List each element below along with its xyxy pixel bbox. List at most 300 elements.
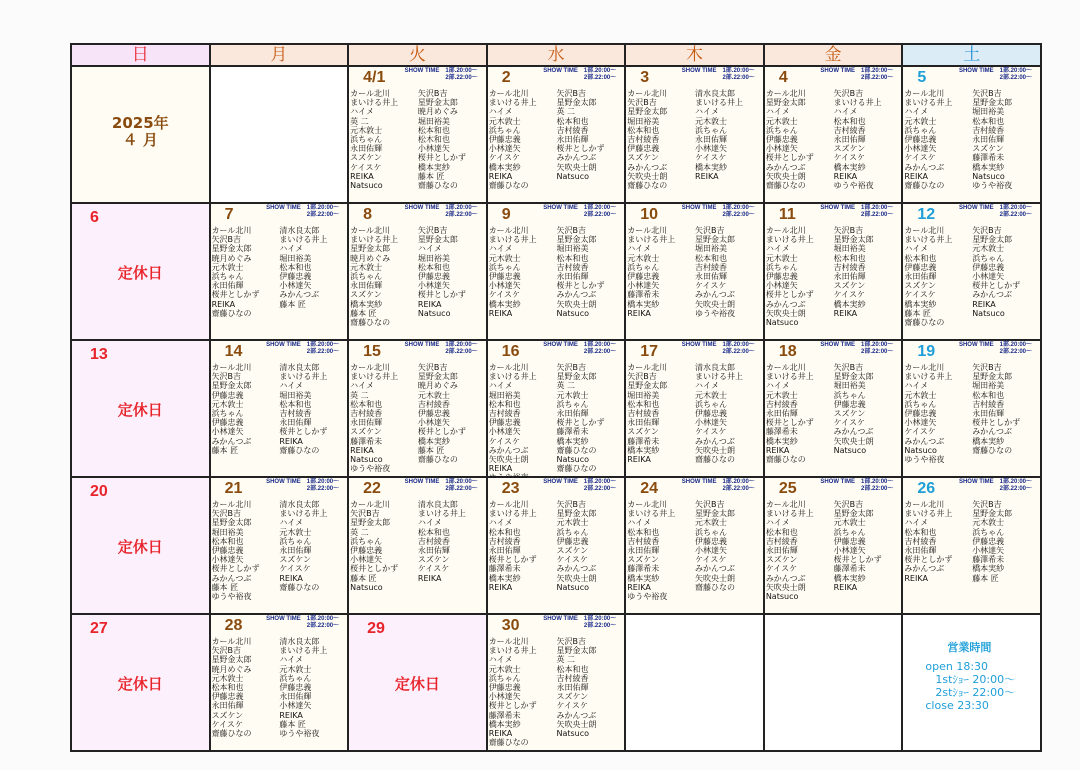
show-time-second: 2部.22:00～ — [583, 212, 617, 218]
cast-name: まいける井上 — [279, 646, 328, 656]
cast-list — [766, 89, 901, 190]
cast-name: ゆうや裕夜 — [904, 455, 945, 465]
cast-name: 藤本 匠 — [350, 308, 377, 318]
cast-name: ケイスケ — [833, 290, 865, 300]
cast-name: みかんつぶ — [695, 436, 735, 446]
cast-name: まいける井上 — [488, 98, 537, 108]
day-number: 5 — [917, 69, 927, 86]
cast-list — [627, 363, 762, 464]
cast-name: 浜ちゃん — [488, 673, 521, 683]
cast-name: ハイメ — [417, 518, 442, 528]
cast-list — [489, 500, 624, 592]
cast-name: 元木敦士 — [211, 262, 244, 272]
cast-name: 星野金太郎 — [556, 98, 597, 108]
show-time-second: 2部.22:00～ — [445, 75, 478, 81]
cast-name: 桜井としかず — [417, 153, 466, 163]
cast-name: ケイスケ — [695, 281, 727, 291]
cast-name: 齋藤ひなの — [627, 181, 668, 191]
cast-name: 吉村綾香 — [833, 125, 866, 135]
cast-name: ケイスケ — [765, 564, 798, 574]
cast-name: 星野金太郎 — [556, 235, 597, 245]
weekday-tue: 火 — [348, 44, 487, 66]
cast-name: 松本和也 — [417, 527, 450, 537]
show-time-line — [266, 205, 339, 212]
cast-name: 桜井としかず — [417, 427, 466, 437]
cast-list — [212, 226, 347, 318]
cast-name: 伊藤忠義 — [488, 272, 521, 282]
cast-name: ケイスケ — [556, 555, 588, 565]
cast-name: Natsuco — [350, 181, 383, 191]
cast-name: 小林達矢 — [488, 144, 521, 154]
show-time-first: 1部.20:00～ — [583, 342, 617, 348]
week-row — [71, 340, 1041, 477]
show-time-second: 2部.22:00～ — [445, 349, 478, 355]
cast-name: 松本和也 — [211, 536, 244, 546]
cast-name: 浜ちゃん — [350, 135, 383, 145]
show-time-label: SHOW TIME — [404, 205, 440, 211]
cast-name: 英 二 — [556, 655, 576, 665]
show-time-first: 1部.20:00～ — [999, 342, 1032, 348]
cast-name: 伊藤忠義 — [211, 692, 244, 702]
cast-name: 藤澤希未 — [765, 427, 798, 437]
show-time-second: 2部.22:00～ — [583, 75, 617, 81]
show-time-label: SHOW TIME — [820, 479, 856, 485]
cast-name: 齋藤ひなの — [350, 318, 391, 328]
show-time-second: 2部.22:00～ — [999, 75, 1032, 81]
cast-name: 松本和也 — [972, 390, 1005, 400]
cast-name: 永田佑輝 — [211, 281, 244, 291]
cast-name: 矢吹央士朗 — [833, 436, 874, 446]
cast-name: ゆうや裕夜 — [211, 592, 252, 602]
cast-name: 小林達矢 — [211, 427, 244, 437]
cast-list — [350, 363, 485, 473]
show-time-label: SHOW TIME — [404, 479, 440, 485]
show-time-second: 2部.22:00～ — [583, 486, 617, 492]
cast-name: 藤澤希未 — [556, 427, 589, 437]
cast-name: 松本和也 — [556, 253, 589, 263]
cast-name: ケイスケ — [488, 290, 521, 300]
cast-name: 橋本実紗 — [833, 162, 866, 172]
cast-name: 小林達矢 — [350, 555, 383, 565]
cast-name: 齋藤ひなの — [417, 455, 458, 465]
cast-name: ケイスケ — [556, 701, 588, 711]
cast-name: 橋本実紗 — [488, 719, 521, 729]
show-time-label: SHOW TIME — [958, 68, 994, 74]
show-time-info — [682, 68, 755, 82]
day-number: 10 — [640, 206, 659, 223]
cast-name: まいける井上 — [488, 372, 537, 382]
cast-name: 永田佑輝 — [556, 272, 589, 282]
cast-name: 星野金太郎 — [556, 509, 597, 519]
cast-name: ハイメ — [765, 107, 790, 117]
cast-name: スズケン — [972, 144, 1004, 154]
show-time-first: 1部.20:00～ — [861, 68, 894, 74]
cast-name: スズケン — [350, 290, 382, 300]
cast-name: 矢沢B吉 — [627, 98, 657, 108]
cast-list — [350, 89, 485, 190]
cast-name: 吉村綾香 — [695, 262, 728, 272]
day-cell — [348, 66, 487, 203]
cast-name: みかんつぶ — [627, 162, 668, 172]
cast-name: 小林達矢 — [417, 418, 450, 428]
cast-name: 浜ちゃん — [833, 390, 866, 400]
cast-name: 元木敦士 — [211, 399, 244, 409]
cast-name: 齋藤ひなの — [972, 445, 1013, 455]
cast-name: まいける井上 — [279, 372, 328, 382]
day-cell — [902, 203, 1041, 340]
cast-name: ゆうや裕夜 — [279, 729, 320, 739]
day-cell — [210, 203, 349, 340]
cast-name: 堀田裕美 — [279, 390, 312, 400]
cast-name: REIKA — [488, 171, 513, 181]
cast-name: REIKA — [279, 710, 303, 720]
cast-name: ハイメ — [350, 381, 375, 391]
cast-name: ゆうや裕夜 — [972, 181, 1013, 191]
cast-name: 浜ちゃん — [350, 536, 383, 546]
cast-name: 橋本実紗 — [488, 573, 521, 583]
cast-name: 桜井としかず — [556, 418, 605, 428]
cast-name: スズケン — [833, 281, 866, 291]
show-time-second: 2部.22:00～ — [861, 486, 894, 492]
cast-name: カール北川 — [211, 637, 252, 646]
cast-name: まいける井上 — [695, 98, 744, 108]
week-row — [71, 203, 1041, 340]
show-time-line — [959, 68, 1032, 75]
cast-name: 小林達矢 — [488, 692, 521, 702]
show-time-line — [959, 479, 1032, 486]
show-time-label: SHOW TIME — [543, 342, 578, 348]
cast-name: 吉村綾香 — [488, 409, 521, 419]
cast-name: 齋藤ひなの — [417, 181, 458, 191]
cast-name: 堀田裕美 — [211, 527, 244, 537]
day-cell — [71, 340, 210, 477]
cast-name: 矢沢B吉 — [972, 89, 1002, 98]
cast-name: REIKA — [833, 171, 858, 181]
cast-name: まいける井上 — [279, 235, 328, 245]
day-cell — [71, 203, 210, 340]
cast-name: 桜井としかず — [972, 281, 1021, 291]
cast-name: 吉村綾香 — [972, 125, 1005, 135]
year-month-label: 2025年 ４ 月 — [111, 114, 169, 149]
cast-name: 浜ちゃん — [279, 673, 312, 683]
cast-name: ハイメ — [904, 518, 929, 528]
cast-name: カール北川 — [765, 363, 806, 372]
cast-name: 元木敦士 — [695, 116, 728, 126]
cast-name: 星野金太郎 — [211, 518, 252, 528]
cast-name: 伊藤忠義 — [904, 262, 937, 272]
cast-name: 浜ちゃん — [695, 527, 728, 537]
cast-name: ハイメ — [695, 381, 719, 391]
cast-name: 伊藤忠義 — [765, 272, 798, 282]
cast-name: 松本和也 — [279, 399, 312, 409]
cast-name: 吉村綾香 — [833, 262, 866, 272]
cast-name: 英 二 — [556, 381, 576, 391]
cast-name: 松本和也 — [972, 116, 1005, 126]
show-time-label: SHOW TIME — [404, 68, 440, 74]
day-number: 29 — [367, 620, 385, 637]
cast-name: REIKA — [833, 582, 858, 592]
show-time-second: 2部.22:00～ — [445, 212, 478, 218]
cast-name: 英 二 — [350, 390, 369, 400]
day-number: 18 — [778, 343, 797, 360]
weekday-thu: 木 — [625, 44, 764, 66]
cast-name: まいける井上 — [350, 98, 399, 108]
show-time-second: 2部.22:00～ — [861, 75, 894, 81]
show-time-second: 2部.22:00～ — [306, 486, 340, 492]
show-time-first: 1部.20:00～ — [722, 342, 755, 348]
cast-name: 矢吹央士朗 — [695, 445, 736, 455]
cast-name: REIKA — [350, 171, 374, 181]
cast-name: 橋本実紗 — [627, 445, 660, 455]
cast-name: みかんつぶ — [556, 710, 597, 720]
cast-name: 小林達矢 — [972, 272, 1005, 282]
cast-name: カール北川 — [350, 226, 390, 235]
cast-name: ハイメ — [904, 381, 929, 391]
cast-name: 矢沢B吉 — [417, 226, 448, 235]
closed-day-label: 定休日 — [394, 675, 440, 693]
cast-name: ハイメ — [279, 244, 304, 254]
cast-name: 伊藤忠義 — [211, 390, 244, 400]
day-number: 3 — [640, 69, 650, 86]
cast-name: 暁月めぐみ — [211, 253, 252, 263]
show-time-line — [820, 479, 893, 486]
cast-name: ハイメ — [279, 381, 304, 391]
show-time-label: SHOW TIME — [681, 205, 717, 211]
show-time-label: SHOW TIME — [266, 479, 301, 485]
cast-name: 吉村綾香 — [350, 409, 383, 419]
cast-name: ハイメ — [488, 244, 513, 254]
cast-name: 元木敦士 — [211, 673, 244, 683]
day-number: 16 — [501, 343, 520, 360]
cast-name: 松本和也 — [627, 527, 660, 537]
cast-name: 伊藤忠義 — [627, 272, 660, 282]
cast-name: 矢沢B吉 — [417, 363, 448, 372]
cast-name: 永田佑輝 — [904, 272, 937, 282]
day-number: 15 — [363, 343, 381, 360]
day-cell — [902, 477, 1041, 614]
day-number: 14 — [224, 343, 243, 360]
show-time-second: 2部.22:00～ — [861, 349, 894, 355]
cast-name: 永田佑輝 — [904, 546, 937, 556]
day-number: 27 — [90, 620, 108, 637]
day-cell — [764, 66, 903, 203]
day-number: 28 — [224, 617, 243, 634]
cast-name: カール北川 — [765, 500, 806, 509]
day-cell — [902, 66, 1041, 203]
show-time-info — [959, 68, 1032, 82]
cast-list — [627, 500, 762, 601]
cast-name: 永田佑輝 — [695, 272, 728, 282]
day-cell — [348, 340, 487, 477]
cast-name: 元木敦士 — [695, 390, 728, 400]
closed-day-label: 定休日 — [117, 538, 163, 556]
cast-name: 矢沢B吉 — [627, 372, 657, 382]
cast-name: 矢沢B吉 — [695, 226, 725, 235]
cast-name: 永田佑輝 — [279, 418, 312, 428]
cast-name: 桜井としかず — [972, 418, 1021, 428]
cast-name: 星野金太郎 — [417, 372, 458, 382]
cast-name: 小林達矢 — [488, 427, 521, 437]
cast-name: スズケン — [211, 710, 244, 720]
cast-list — [489, 226, 624, 318]
cast-name: 桜井としかず — [488, 701, 537, 711]
cast-name: 永田佑輝 — [488, 546, 521, 556]
cast-name: 元木敦士 — [350, 125, 383, 135]
show-time-label: SHOW TIME — [681, 342, 717, 348]
cast-name: 松本和也 — [488, 399, 521, 409]
cast-name: 小林達矢 — [695, 418, 728, 428]
show-time-first: 1部.20:00～ — [583, 479, 617, 485]
cast-name: 清水良太郎 — [279, 363, 320, 372]
show-time-first: 1部.20:00～ — [583, 205, 617, 211]
cast-name: REIKA — [417, 573, 442, 583]
cast-name: スズケン — [279, 555, 311, 565]
week-row — [71, 477, 1041, 614]
cast-name: 伊藤忠義 — [904, 409, 937, 419]
cast-name: 永田佑輝 — [556, 135, 589, 145]
closed-day-label: 定休日 — [117, 264, 163, 282]
cast-name: ハイメ — [488, 655, 513, 665]
cast-name: 橋本実紗 — [556, 436, 589, 446]
cast-name: 星野金太郎 — [417, 235, 458, 245]
day-cell — [625, 340, 764, 477]
cast-name: 浜ちゃん — [279, 536, 312, 546]
cast-name: カール北川 — [627, 89, 668, 98]
cast-name: REIKA — [627, 582, 651, 592]
cast-name: Natsuco — [904, 445, 937, 455]
cast-name: カール北川 — [488, 89, 529, 98]
show-time-first: 1部.20:00～ — [999, 479, 1032, 485]
cast-name: みかんつぶ — [695, 290, 735, 300]
cast-name: 元木敦士 — [279, 664, 312, 674]
cast-name: 星野金太郎 — [833, 372, 874, 382]
show-time-line — [959, 342, 1032, 349]
show-time-line — [543, 68, 616, 75]
cast-name: ケイスケ — [417, 564, 450, 574]
cast-name: 伊藤忠義 — [417, 272, 450, 282]
cast-name: 英 二 — [556, 107, 576, 117]
cast-name: 元木敦士 — [765, 253, 798, 263]
show-time-first: 1部.20:00～ — [722, 205, 755, 211]
cast-name: 星野金太郎 — [211, 244, 252, 254]
cast-name: 元木敦士 — [904, 390, 937, 400]
cast-name: 元木敦士 — [972, 244, 1005, 254]
show-time-first: 1部.20:00～ — [306, 616, 340, 622]
cast-name: カール北川 — [350, 500, 390, 509]
show-time-line — [543, 479, 616, 486]
show-time-label: SHOW TIME — [681, 68, 717, 74]
cast-name: 矢吹央士朗 — [556, 719, 597, 729]
cast-name: 吉村綾香 — [627, 135, 660, 145]
cast-name: まいける井上 — [350, 235, 399, 245]
cast-name: 吉村綾香 — [556, 673, 589, 683]
show-time-first: 1部.20:00～ — [861, 479, 894, 485]
show-time-second: 2部.22:00～ — [722, 349, 755, 355]
show-time-info — [543, 68, 616, 82]
day-number: 11 — [778, 206, 796, 223]
cast-name: Natsuco — [972, 171, 1005, 181]
show-time-line — [820, 68, 893, 75]
cast-name: ハイメ — [627, 518, 652, 528]
cast-name: 元木敦士 — [695, 518, 728, 528]
cast-name: まいける井上 — [488, 646, 537, 656]
show-time-first: 1部.20:00～ — [445, 68, 478, 74]
cast-name: ケイスケ — [695, 555, 727, 565]
day-cell — [210, 614, 349, 751]
cast-name: 矢沢B吉 — [350, 509, 380, 519]
cast-name: スズケン — [417, 555, 450, 565]
cast-name: REIKA — [904, 573, 928, 583]
cast-name: 元木敦士 — [488, 664, 521, 674]
cast-name: 矢沢B吉 — [211, 646, 242, 656]
cast-list — [489, 637, 624, 747]
show-time-info — [543, 479, 616, 493]
cast-name: 矢沢B吉 — [833, 363, 864, 372]
cast-name: 齋藤ひなの — [765, 181, 806, 191]
day-cell — [71, 477, 210, 614]
show-time-info — [266, 342, 339, 356]
cast-list — [212, 637, 347, 738]
day-cell — [348, 203, 487, 340]
show-time-line — [543, 205, 616, 212]
cast-name: 伊藤忠義 — [211, 418, 244, 428]
cast-name: 松本和也 — [627, 399, 660, 409]
show-time-line — [405, 205, 478, 212]
show-time-info — [682, 479, 755, 493]
cast-name: ケイスケ — [695, 153, 727, 163]
cast-name: 矢沢B吉 — [556, 226, 586, 235]
cast-name: 齋藤ひなの — [211, 308, 252, 318]
cast-name: ケイスケ — [904, 153, 936, 163]
cast-name: スズケン — [350, 153, 382, 163]
cast-name: 矢吹央士朗 — [765, 582, 806, 592]
cast-name: ゆうや裕夜 — [350, 464, 391, 474]
day-cell — [210, 477, 349, 614]
cast-name: 吉村綾香 — [556, 125, 589, 135]
cast-name: 矢沢B吉 — [972, 363, 1002, 372]
cast-name: ハイメ — [279, 518, 304, 528]
cast-name: 小林達矢 — [765, 144, 798, 154]
cast-name: 桜井としかず — [417, 290, 466, 300]
cast-name: 桜井としかず — [211, 564, 260, 574]
cast-name: 伊藤忠義 — [556, 536, 589, 546]
show-time-info — [959, 342, 1032, 356]
cast-name: 伊藤忠義 — [627, 144, 660, 154]
cast-name: まいける井上 — [904, 98, 953, 108]
cast-name: 清水良太郎 — [417, 500, 458, 509]
show-time-info — [682, 342, 755, 356]
cast-name: 浜ちゃん — [695, 125, 728, 135]
cast-name: REIKA — [695, 171, 719, 181]
cast-name: 伊藤忠義 — [765, 135, 798, 145]
day-cell — [487, 66, 626, 203]
day-number: 13 — [90, 346, 108, 363]
show-time-info — [959, 479, 1032, 493]
cast-name: 清水良太郎 — [695, 363, 736, 372]
cast-name: 堀田裕美 — [833, 244, 866, 254]
show-time-first: 1部.20:00～ — [999, 68, 1032, 74]
cast-name: 松本和也 — [833, 116, 866, 126]
day-number: 4/1 — [363, 69, 386, 86]
day-cell — [764, 203, 903, 340]
cast-name: 堀田裕美 — [417, 116, 450, 126]
day-number: 23 — [501, 480, 520, 497]
cast-name: 小林達矢 — [904, 418, 937, 428]
cast-name: 橋本実紗 — [695, 162, 728, 172]
cast-name: Natsuco — [350, 582, 383, 592]
cast-name: 伊藤忠義 — [833, 536, 866, 546]
show-time-line — [405, 68, 478, 75]
